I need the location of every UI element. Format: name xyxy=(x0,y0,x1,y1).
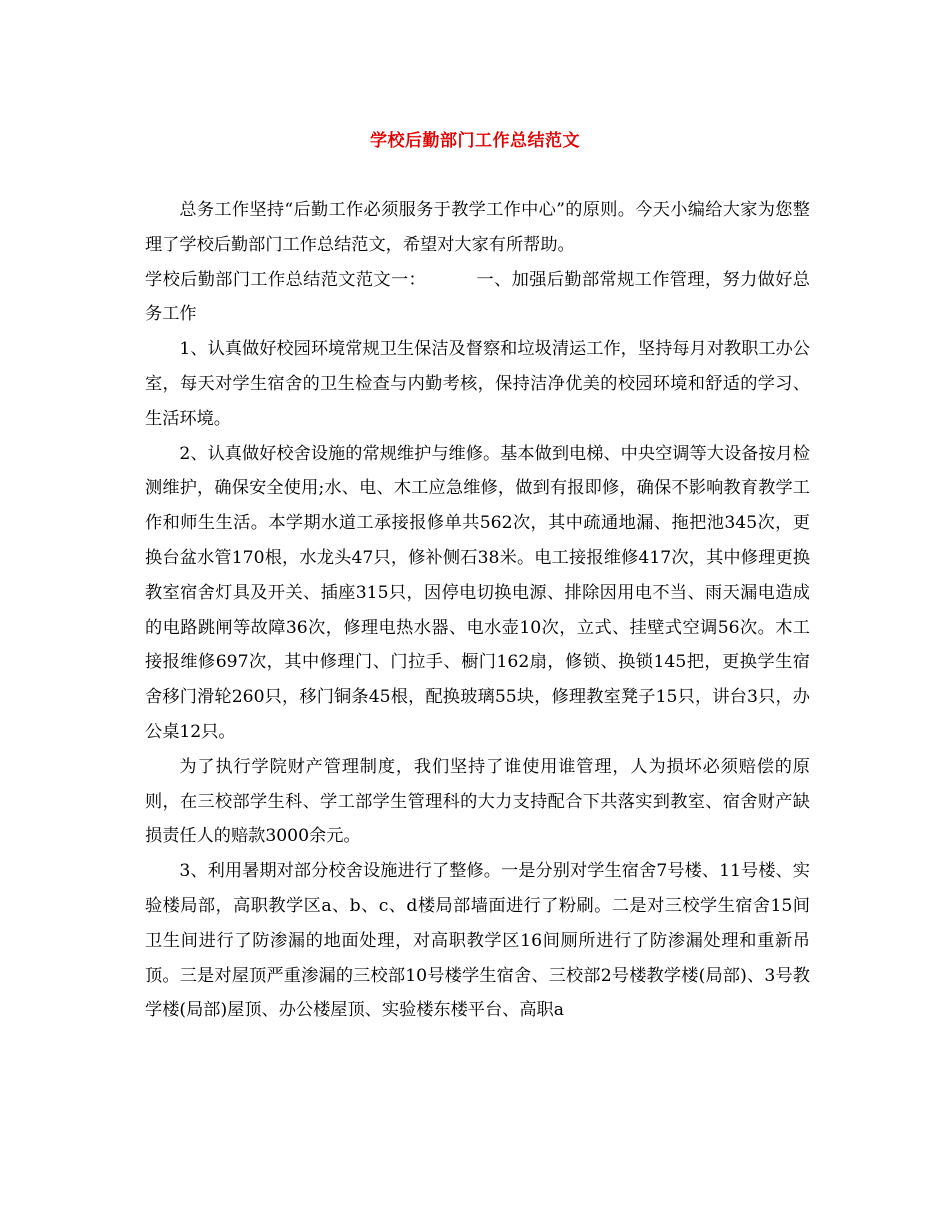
paragraph-2: 2、认真做好校舍设施的常规维护与维修。基本做到电梯、中央空调等大设备按月检测维护，确保安全使用;水、电、木工应急维修，做到有报即修，确保不影响教育教学工作和师生生活。本学期水道工承接报修单共562次，其中疏通地漏、拖把池345次，更换台盆水管170根，水龙头47只，修补侧石38米。电工接报维修417次，其中修理更换教室宿舍灯具及开关、插座315只，因停电切换电源、排除因用电不当、雨天漏电造成的电路跳闸等故障36次，修理电热水器、电水壶10次，立式、挂壁式空调56次。木工接报维修697次，其中修理门、门拉手、橱门162扇，修锁、换锁145把，更换学生宿舍移门滑轮260只，移门铜条45根，配换玻璃55块，修理教室凳子15只，讲台3只，办公桌12只。 xyxy=(145,443,810,742)
section-label: 学校后勤部门工作总结范文范文一： xyxy=(145,269,427,290)
paragraph-4: 3、利用暑期对部分校舍设施进行了整修。一是分别对学生宿舍7号楼、11号楼、实验楼局部，高职教学区a、b、c、d楼局部墙面进行了粉刷。二是对三校学生宿舍15间卫生间进行了防渗漏的地面处理，对高职教学区16间厕所进行了防渗漏处理和重新吊顶。三是对屋顶严重渗漏的三校部10号楼学生宿舍、三校部2号楼教学楼(局部)、3号教学楼(局部)屋顶、办公楼屋顶、实验楼东楼平台、高职a xyxy=(145,861,810,1021)
section-heading: 一、加强后勤部常规工作管理，努力做好总务工作 xyxy=(145,269,810,325)
intro-paragraph: 总务工作坚持“后勤工作必须服务于教学工作中心”的原则。今天小编给大家为您整理了学校后勤部门工作总结范文，希望对大家有所帮助。 xyxy=(145,200,810,255)
document-body xyxy=(145,193,810,1028)
paragraph-1: 1、认真做好校园环境常规卫生保洁及督察和垃圾清运工作，坚持每月对教职工办公室，每天对学生宿舍的卫生检查与内勤考核，保持洁净优美的校园环境和舒适的学习、生活环境。 xyxy=(145,339,810,429)
paragraph-3: 为了执行学院财产管理制度，我们坚持了谁使用谁管理，人为损坏必须赔偿的原则，在三校部学生科、学工部学生管理科的大力支持配合下共落实到教室、宿舍财产缺损责任人的赔款3000余元。 xyxy=(145,756,810,847)
document-title: 学校后勤部门工作总结范文 xyxy=(370,131,580,151)
section-line xyxy=(145,263,810,333)
